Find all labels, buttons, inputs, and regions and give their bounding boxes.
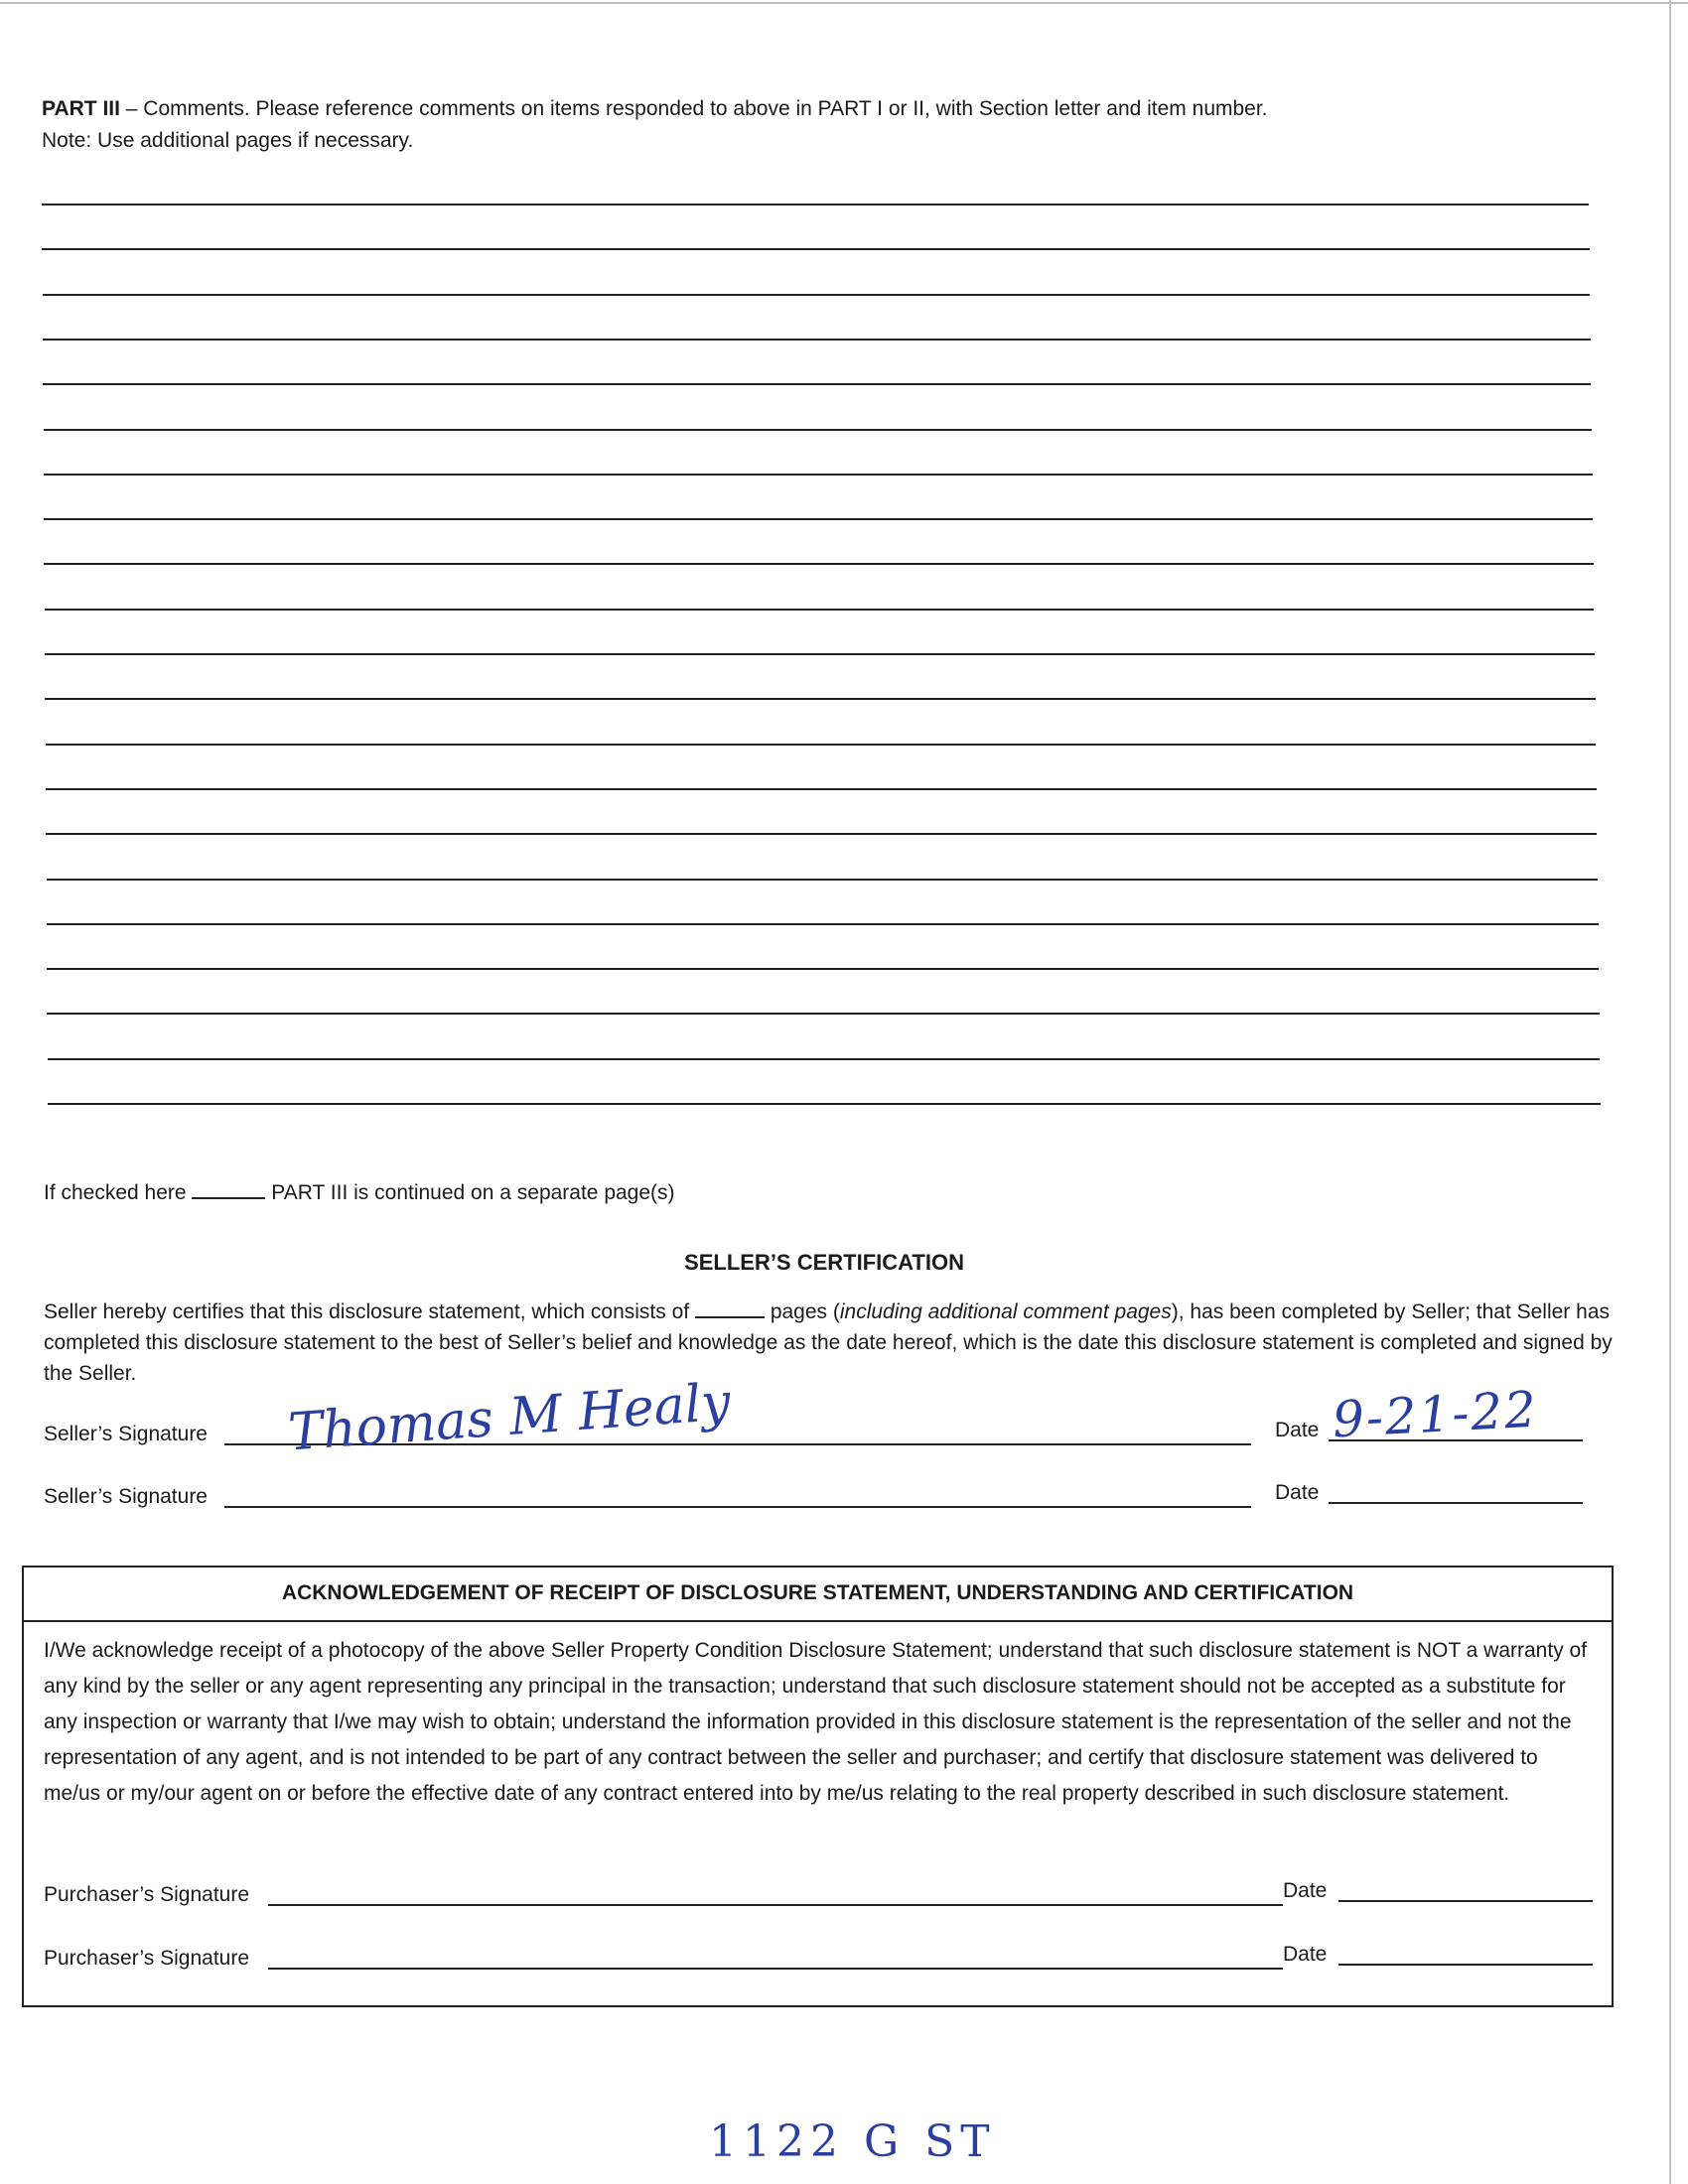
handwritten-address: 1122 G ST [709,2116,996,2167]
comment-line[interactable] [43,294,1591,296]
comment-line[interactable] [47,1013,1599,1015]
comment-line[interactable] [46,788,1597,790]
part3-instructions: – Comments. Please reference comments on items responded to above in PART I or II, with Section letter and item number. [119,97,1268,120]
acknowledgement-heading: ACKNOWLEDGEMENT OF RECEIPT OF DISCLOSURE STATEMENT, UNDERSTANDING AND CERTIFICATION [24,1568,1612,1622]
acknowledgement-text: I/We acknowledge receipt of a photocopy of the above Seller Property Condition Disclosure Statement; understand that such disclosure statement is NOT a warranty of any kind by the seller or any agent representing any principal in the transaction; understand that such disclosure statement should not be accepted as a substitute for any inspection or warranty that I/we may wish to obtain; understand the information provided in this disclosure statement is the representation of the seller and not the representation of any agent, and is not intended to be part of any contract between the seller and purchaser; and certify that disclosure statement was delivered to me/us or my/our agent on or before the effective date of any contract entered into by me/us relating to the real property described in such disclosure statement. [44,1639,1588,1805]
comment-line[interactable] [43,383,1591,385]
scan-edge-right [1669,0,1671,2184]
comment-line[interactable] [44,563,1593,565]
continued-suffix: PART III is continued on a separate page(s) [271,1181,675,1204]
comment-line[interactable] [46,744,1597,746]
comment-line[interactable] [44,429,1593,431]
seller-signature-label-2: Seller’s Signature [44,1485,208,1508]
purchaser-signature-line-1[interactable] [268,1904,1283,1906]
comment-line[interactable] [47,968,1599,970]
part3-title [42,95,1268,123]
continued-checkbox-blank[interactable] [192,1179,265,1199]
comment-line[interactable] [48,1103,1601,1105]
cert-text-3: ), has been completed by Seller; that Seller has completed this disclosure statement to the best of Seller’s belief and knowledge as the date hereof, which is the date this disclosure statement is completed and signed by the Seller. [44,1300,1613,1385]
comment-line[interactable] [45,609,1595,611]
cert-text-italic: including additional comment pages [839,1300,1172,1323]
part3-note: Note: Use additional pages if necessary. [42,129,414,152]
comment-line[interactable] [46,833,1597,835]
comment-line[interactable] [47,923,1599,925]
comment-line[interactable] [42,204,1589,205]
comment-line[interactable] [44,518,1593,520]
seller-signature-label-1: Seller’s Signature [44,1423,208,1445]
date-line-2[interactable] [1329,1502,1583,1504]
part3-label: PART III [42,97,120,120]
date-label-1: Date [1275,1419,1320,1441]
purchaser-date-label-2: Date [1283,1943,1328,1966]
seller-certification-heading: SELLER’S CERTIFICATION [684,1250,964,1275]
comment-line[interactable] [43,339,1591,341]
cert-text-1: Seller hereby certifies that this disclosure statement, which consists of [44,1300,690,1323]
purchaser-signature-line-2[interactable] [268,1968,1283,1970]
comment-line[interactable] [42,248,1589,250]
seller-signature-line-2[interactable] [224,1506,1251,1508]
comment-line[interactable] [47,879,1599,881]
purchaser-date-line-1[interactable] [1338,1900,1593,1902]
seller-certification-text [44,1297,1613,1389]
purchaser-signature-label-2: Purchaser’s Signature [44,1947,250,1970]
seller-signature: Thomas M Healy [286,1372,733,1463]
page-count-blank[interactable] [695,1298,765,1318]
comment-line[interactable] [45,653,1595,655]
continued-prefix: If checked here [44,1181,187,1204]
purchaser-date-line-2[interactable] [1338,1964,1593,1966]
scan-edge-top [0,2,1688,4]
date-label-2: Date [1275,1481,1320,1504]
acknowledgement-box [22,1566,1614,2007]
comment-line[interactable] [44,474,1593,476]
cert-text-2: pages ( [770,1300,840,1323]
comment-line[interactable] [48,1058,1601,1060]
purchaser-signature-label-1: Purchaser’s Signature [44,1883,250,1906]
seller-date-handwritten: 9-21-22 [1331,1380,1540,1449]
comment-line[interactable] [45,698,1595,700]
continued-line [44,1179,675,1207]
purchaser-date-label-1: Date [1283,1879,1328,1902]
